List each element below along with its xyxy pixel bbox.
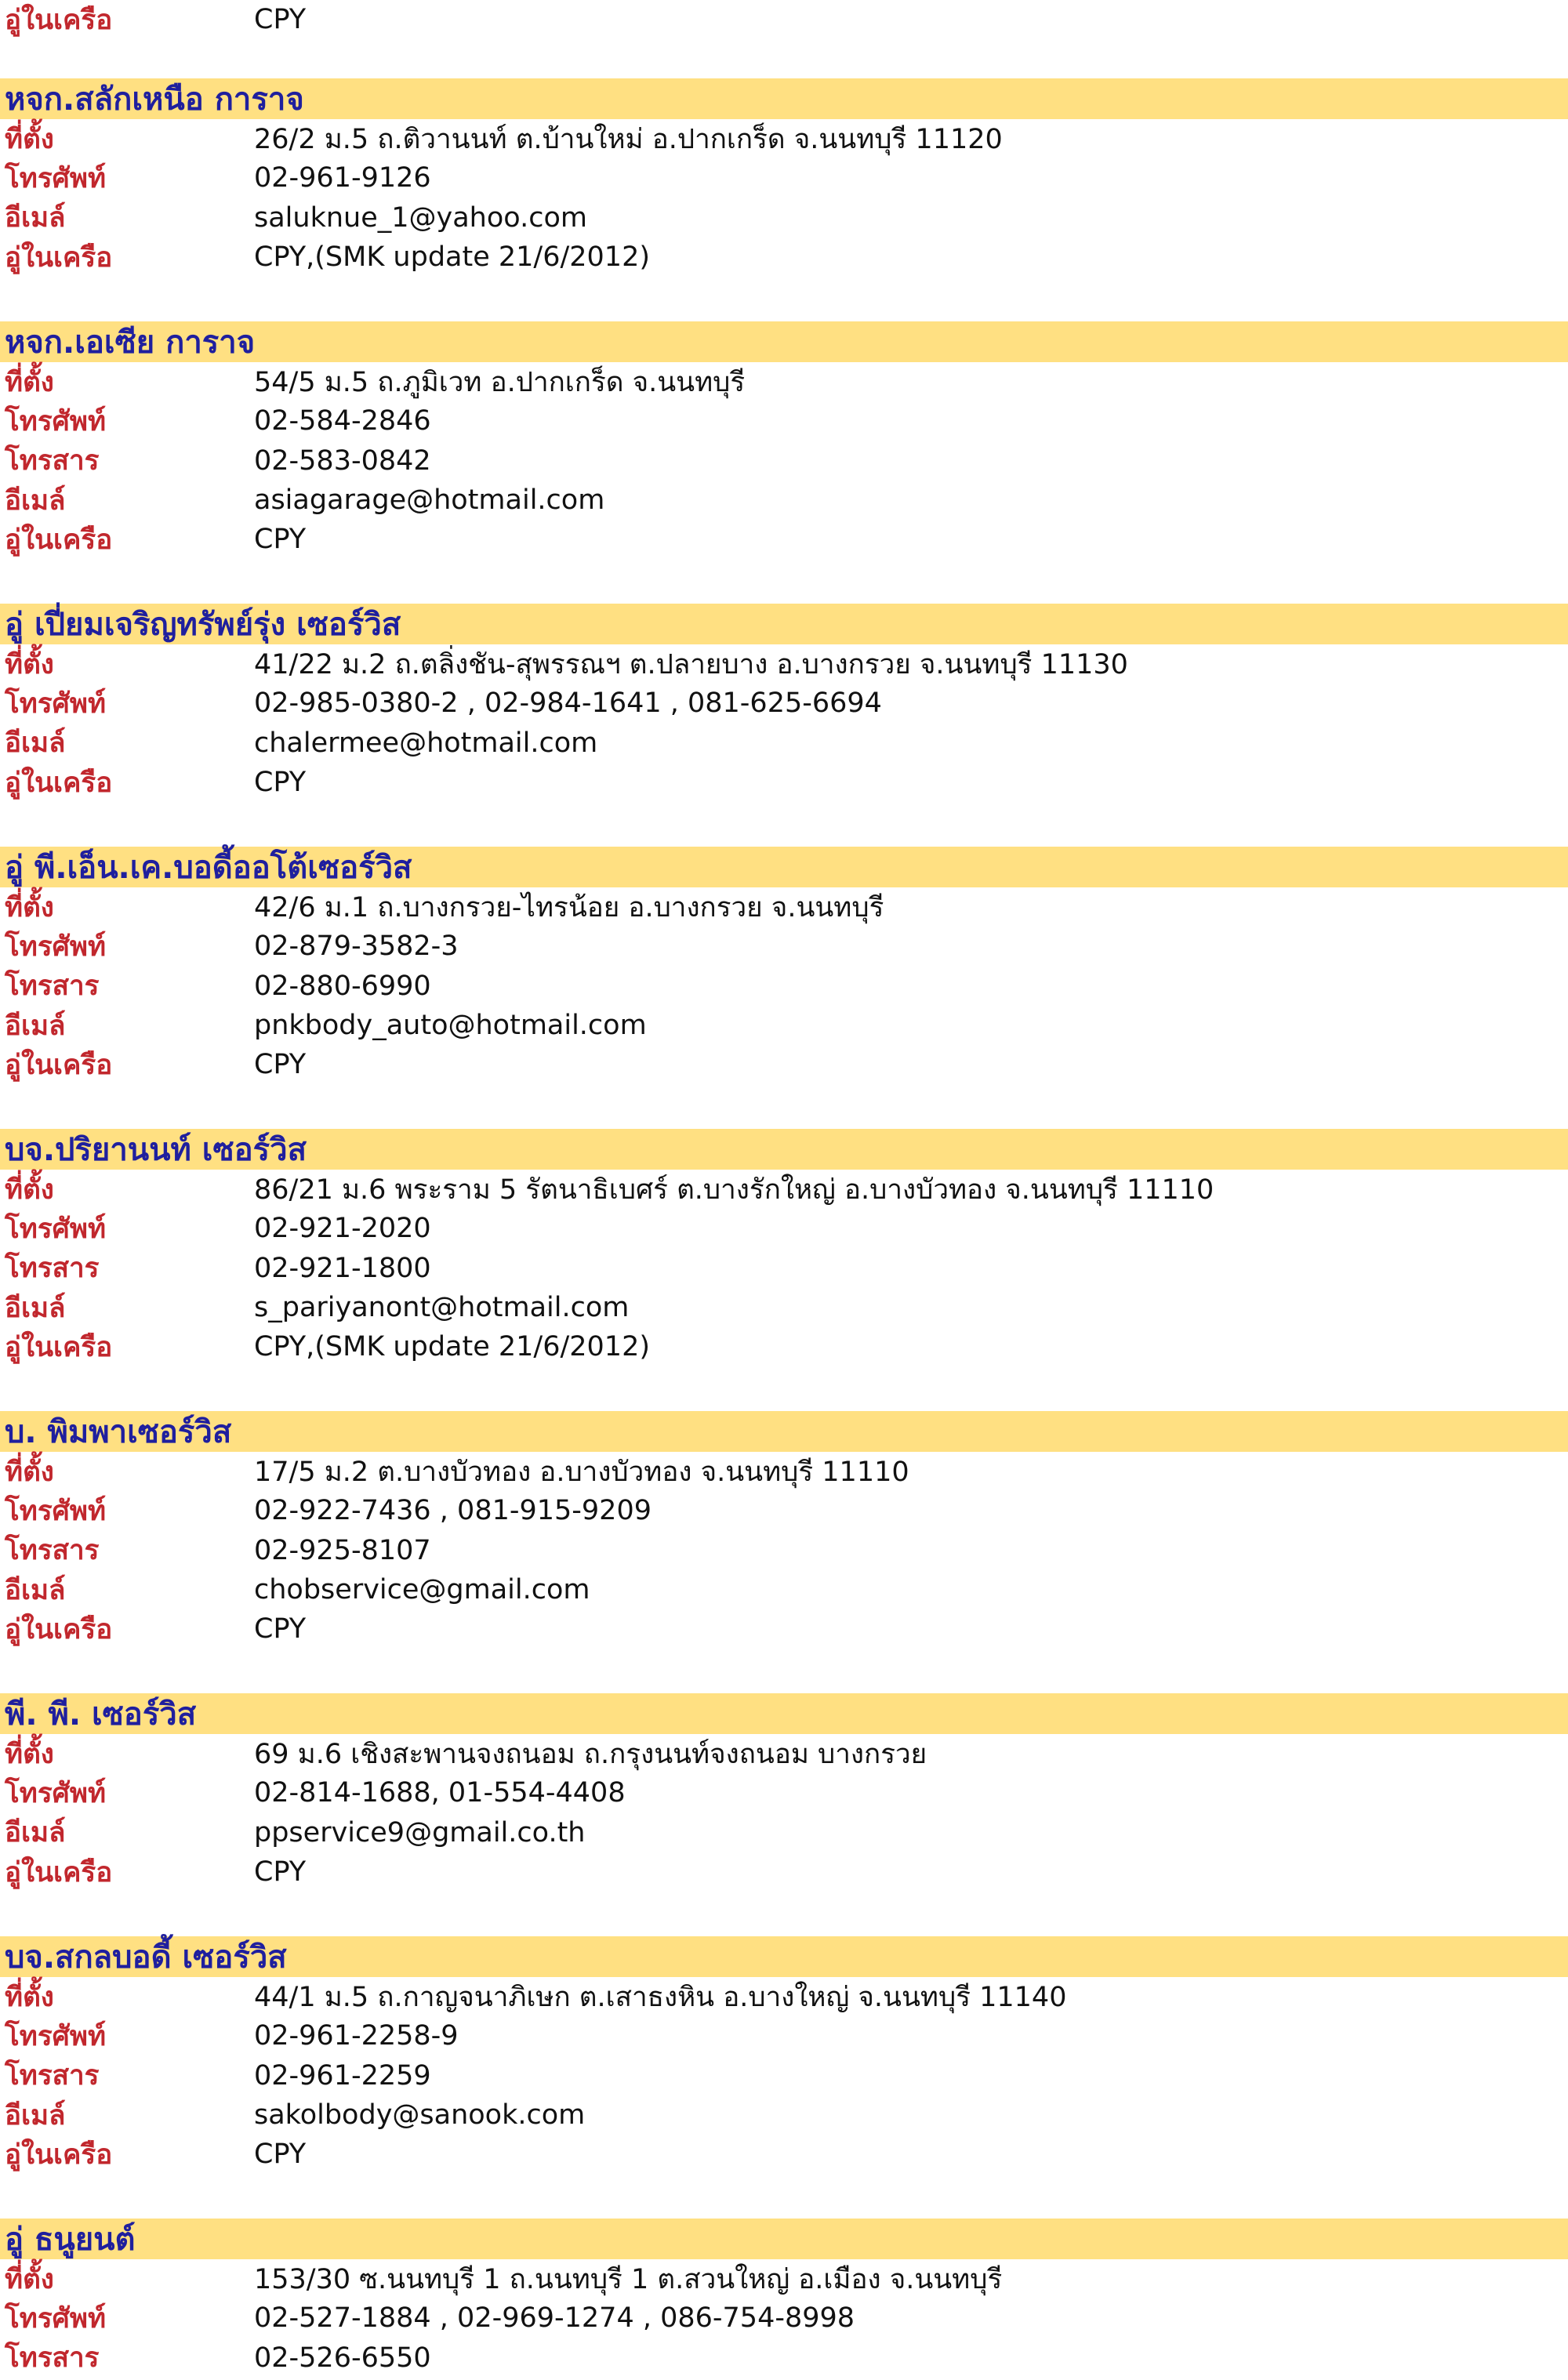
- field-row-phone: [0, 401, 1568, 441]
- field-label: โทรสาร: [5, 2060, 100, 2092]
- field-value: 02-526-6550: [254, 2342, 431, 2374]
- field-label: อู่ในเครือ: [5, 4, 113, 36]
- field-label: อู่ในเครือ: [5, 1613, 113, 1645]
- field-row-email: [0, 1288, 1568, 1327]
- field-label: ที่ตั้ง: [5, 1174, 54, 1206]
- email-value: chalermee@hotmail.com: [254, 727, 598, 759]
- field-row-phone: [0, 1491, 1568, 1530]
- garage-entry: [0, 1936, 1568, 2174]
- field-value: 26/2 ม.5 ถ.ติวานนท์ ต.บ้านใหม่ อ.ปากเกร็ด จ.นนทบุรี 11120: [254, 123, 1003, 155]
- field-row-address: [0, 362, 1568, 401]
- field-row-email: [0, 481, 1568, 520]
- field-row-address: [0, 644, 1568, 684]
- field-row-email: [0, 1570, 1568, 1609]
- garage-entry: [0, 321, 1568, 559]
- field-label: อีเมล์: [5, 1817, 66, 1849]
- field-row-phone: [0, 927, 1568, 966]
- field-row-phone: [0, 158, 1568, 198]
- field-value: CPY: [254, 524, 307, 556]
- field-value: 02-879-3582-3: [254, 931, 459, 963]
- field-label: โทรศัพท์: [5, 162, 107, 194]
- field-label: ที่ตั้ง: [5, 891, 54, 923]
- field-row-phone: [0, 1209, 1568, 1248]
- email-value: saluknue_1@yahoo.com: [254, 201, 587, 234]
- email-value: asiagarage@hotmail.com: [254, 484, 605, 517]
- field-label: อีเมล์: [5, 484, 66, 517]
- field-label: อีเมล์: [5, 1010, 66, 1042]
- field-label: อีเมล์: [5, 2099, 66, 2131]
- field-label: ที่ตั้ง: [5, 123, 54, 155]
- field-label: อู่ในเครือ: [5, 767, 113, 799]
- field-value: 02-880-6990: [254, 970, 431, 1002]
- field-row-fax: [0, 441, 1568, 481]
- field-row-email: [0, 2095, 1568, 2135]
- field-label: อู่ในเครือ: [5, 1049, 113, 1081]
- field-label: อีเมล์: [5, 1574, 66, 1606]
- field-label: ที่ตั้ง: [5, 648, 54, 680]
- garage-name-header: หจก.เอเซีย การาจ: [0, 321, 1568, 362]
- field-label: อู่ในเครือ: [5, 524, 113, 556]
- field-row-phone: [0, 2016, 1568, 2055]
- field-value: CPY: [254, 767, 307, 799]
- garage-entry: [0, 604, 1568, 802]
- field-row-network: [0, 1852, 1568, 1892]
- field-row-phone: [0, 1773, 1568, 1812]
- email-value: sakolbody@sanook.com: [254, 2099, 586, 2131]
- field-value: 02-922-7436 , 081-915-9209: [254, 1495, 652, 1527]
- field-label: โทรศัพท์: [5, 2302, 107, 2335]
- field-row-phone: [0, 684, 1568, 723]
- field-label: อู่ในเครือ: [5, 1856, 113, 1888]
- field-row-network: [0, 2135, 1568, 2174]
- garage-name-header: อู่ ธนูยนต์: [0, 2219, 1568, 2259]
- garage-entry: [0, 78, 1568, 277]
- field-row-network: [0, 1045, 1568, 1084]
- garage-entry: [0, 1411, 1568, 1649]
- field-label: โทรศัพท์: [5, 1213, 107, 1245]
- email-value: s_pariyanont@hotmail.com: [254, 1292, 630, 1324]
- field-value: CPY: [254, 4, 307, 36]
- field-row-email: [0, 1006, 1568, 1045]
- field-row-address: [0, 1452, 1568, 1491]
- field-row-fax: [0, 967, 1568, 1006]
- garage-name-header: หจก.สลักเหนือ การาจ: [0, 78, 1568, 119]
- field-value: 02-985-0380-2 , 02-984-1641 , 081-625-6694: [254, 688, 882, 720]
- field-value: 02-583-0842: [254, 444, 431, 477]
- field-value: 86/21 ม.6 พระราม 5 รัตนาธิเบศร์ ต.บางรักใหญ่ อ.บางบัวทอง จ.นนทบุรี 11110: [254, 1174, 1214, 1206]
- field-label: อู่ในเครือ: [5, 1331, 113, 1363]
- field-value: 17/5 ม.2 ต.บางบัวทอง อ.บางบัวทอง จ.นนทบุรี 11110: [254, 1456, 909, 1488]
- field-row-network: [0, 1327, 1568, 1366]
- field-value: 02-961-9126: [254, 162, 431, 194]
- field-value: 02-584-2846: [254, 405, 431, 437]
- field-row-fax: [0, 1249, 1568, 1288]
- garage-entry: [0, 847, 1568, 1084]
- field-label: โทรศัพท์: [5, 405, 107, 437]
- field-label: โทรศัพท์: [5, 1495, 107, 1527]
- field-label: อู่ในเครือ: [5, 241, 113, 274]
- field-row-network: [0, 763, 1568, 802]
- field-row-address: [0, 1977, 1568, 2016]
- field-label: โทรสาร: [5, 2342, 100, 2375]
- field-label: อีเมล์: [5, 727, 66, 760]
- email-value: pnkbody_auto@hotmail.com: [254, 1010, 647, 1042]
- field-value: 54/5 ม.5 ถ.ภูมิเวท อ.ปากเกร็ด จ.นนทบุรี: [254, 366, 746, 398]
- garage-entry: [0, 1693, 1568, 1892]
- field-label: ที่ตั้ง: [5, 1981, 54, 2013]
- field-value: 42/6 ม.1 ถ.บางกรวย-ไทรน้อย อ.บางกรวย จ.นนทบุรี: [254, 891, 884, 923]
- field-value: 02-814-1688, 01-554-4408: [254, 1777, 626, 1809]
- field-row-address: [0, 1170, 1568, 1209]
- field-row-network: [0, 238, 1568, 277]
- field-label: โทรสาร: [5, 1253, 100, 1285]
- garage-name-header: บจ.สกลบอดี้ เซอร์วิส: [0, 1936, 1568, 1977]
- garage-name-header: อู่ พี.เอ็น.เค.บอดี้ออโต้เซอร์วิส: [0, 847, 1568, 887]
- field-row-network: [0, 520, 1568, 559]
- field-label: โทรสาร: [5, 971, 100, 1003]
- field-row-email: [0, 1813, 1568, 1852]
- top-partial-entry: [0, 0, 1568, 39]
- field-value: 02-527-1884 , 02-969-1274 , 086-754-8998: [254, 2302, 855, 2335]
- garage-name-header: พี. พี. เซอร์วิส: [0, 1693, 1568, 1734]
- field-label: โทรศัพท์: [5, 1777, 107, 1809]
- field-value: 02-961-2259: [254, 2059, 431, 2092]
- field-label: ที่ตั้ง: [5, 1456, 54, 1488]
- field-label: ที่ตั้ง: [5, 366, 54, 398]
- field-row-phone: [0, 2298, 1568, 2338]
- field-label: โทรศัพท์: [5, 2020, 107, 2052]
- field-value: 02-921-2020: [254, 1213, 431, 1245]
- field-value: CPY,(SMK update 21/6/2012): [254, 1331, 650, 1363]
- field-value: CPY: [254, 1613, 307, 1645]
- field-label: ที่ตั้ง: [5, 2263, 54, 2295]
- field-value: CPY: [254, 1049, 307, 1081]
- field-row-fax: [0, 1531, 1568, 1570]
- field-value: 02-921-1800: [254, 1252, 431, 1284]
- garage-entry: [0, 2219, 1568, 2378]
- field-value: CPY: [254, 2139, 307, 2171]
- email-value: ppservice9@gmail.co.th: [254, 1816, 586, 1848]
- field-label: อู่ในเครือ: [5, 2139, 113, 2171]
- field-value: 02-925-8107: [254, 1534, 431, 1566]
- field-label: โทรสาร: [5, 445, 100, 477]
- field-label: โทรศัพท์: [5, 931, 107, 963]
- field-value: CPY,(SMK update 21/6/2012): [254, 241, 650, 274]
- field-row-email: [0, 724, 1568, 763]
- garage-entry: [0, 1129, 1568, 1366]
- garage-name-header: อู่ เปี่ยมเจริญทรัพย์รุ่ง เซอร์วิส: [0, 604, 1568, 644]
- field-label: อีเมล์: [5, 1292, 66, 1324]
- field-value: 69 ม.6 เชิงสะพานจงถนอม ถ.กรุงนนท์จงถนอม บางกรวย: [254, 1738, 927, 1770]
- field-row-email: [0, 198, 1568, 238]
- field-value: 44/1 ม.5 ถ.กาญจนาภิเษก ต.เสาธงหิน อ.บางใหญ่ จ.นนทบุรี 11140: [254, 1981, 1067, 2013]
- field-value: CPY: [254, 1856, 307, 1888]
- field-row-address: [0, 119, 1568, 158]
- field-label: โทรศัพท์: [5, 688, 107, 720]
- field-value: 02-961-2258-9: [254, 2020, 459, 2052]
- field-row-address: [0, 887, 1568, 927]
- field-row-network: [0, 0, 1568, 39]
- field-label: ที่ตั้ง: [5, 1738, 54, 1770]
- field-row-address: [0, 2259, 1568, 2298]
- field-row-fax: [0, 2338, 1568, 2378]
- field-value: 153/30 ซ.นนทบุรี 1 ถ.นนทบุรี 1 ต.สวนใหญ่ อ.เมือง จ.นนทบุรี: [254, 2263, 1003, 2295]
- field-value: 41/22 ม.2 ถ.ตลิ่งชัน-สุพรรณฯ ต.ปลายบาง อ.บางกรวย จ.นนทบุรี 11130: [254, 648, 1128, 680]
- field-row-network: [0, 1609, 1568, 1649]
- garage-name-header: บจ.ปริยานนท์ เซอร์วิส: [0, 1129, 1568, 1170]
- garage-name-header: บ. พิมพาเซอร์วิส: [0, 1411, 1568, 1452]
- field-row-fax: [0, 2056, 1568, 2095]
- field-label: อีเมล์: [5, 202, 66, 234]
- email-value: chobservice@gmail.com: [254, 1574, 590, 1606]
- field-row-address: [0, 1734, 1568, 1773]
- field-label: โทรสาร: [5, 1535, 100, 1567]
